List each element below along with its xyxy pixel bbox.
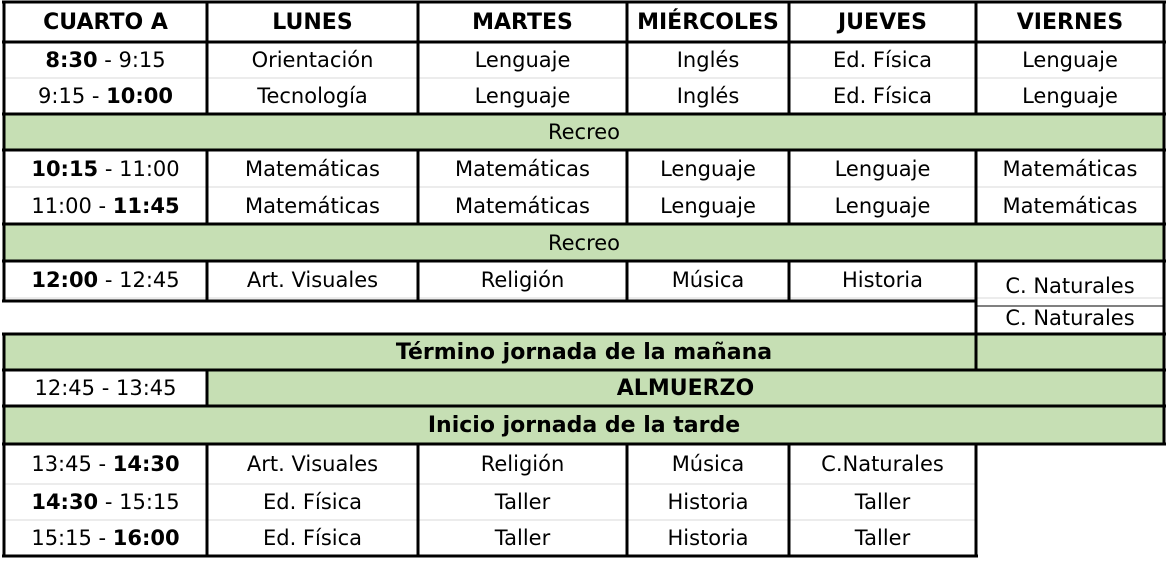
- time-start: 9:15: [38, 84, 86, 108]
- subject-cell: C. Naturales: [1005, 306, 1135, 330]
- subject-cell: Taller: [494, 490, 551, 514]
- subject-cell: Tecnología: [257, 84, 368, 108]
- subject-cell: Matemáticas: [455, 193, 590, 218]
- time-separator: -: [97, 48, 119, 72]
- subject-cell: Lenguaje: [1022, 48, 1118, 72]
- subject-cell: Ed. Física: [262, 526, 363, 550]
- section-banner: Inicio jornada de la tarde: [4, 406, 1164, 444]
- time-start: 15:15: [31, 526, 92, 550]
- subject-cell: Matemáticas: [1002, 156, 1138, 181]
- subject-cell: Música: [671, 452, 745, 476]
- time-separator: -: [95, 376, 116, 400]
- subject-cell: Matemáticas: [245, 193, 380, 218]
- time-start: 12:00: [31, 267, 99, 292]
- time-end: 14:30: [112, 452, 180, 476]
- section-banner: Término jornada de la mañana: [4, 334, 1164, 370]
- subject-cell: Taller: [494, 526, 551, 550]
- subject-cell: Art. Visuales: [246, 267, 379, 292]
- header-day: VIERNES: [1016, 9, 1124, 35]
- time-separator: -: [85, 84, 107, 108]
- header-day: MIÉRCOLES: [637, 9, 779, 35]
- time-separator: -: [91, 452, 113, 476]
- time-start: 10:15: [31, 156, 99, 181]
- subject-cell: Taller: [854, 526, 911, 550]
- subject-cell: Música: [671, 267, 745, 292]
- header-day: MARTES: [472, 9, 573, 35]
- time-end: 10:00: [106, 84, 173, 108]
- time-start: 14:30: [31, 490, 99, 514]
- recreo-row: Recreo: [4, 114, 1164, 150]
- time-start: 11:00: [31, 193, 92, 218]
- time-end: 9:15: [118, 48, 166, 72]
- time-end: 15:15: [119, 490, 180, 514]
- time-end: 11:00: [119, 156, 180, 181]
- time-start: 13:45: [31, 452, 92, 476]
- subject-cell: C.Naturales: [821, 452, 944, 476]
- time-end: 12:45: [119, 267, 180, 292]
- subject-cell: Historia: [667, 490, 749, 514]
- subject-cell: Taller: [854, 490, 911, 514]
- subject-cell: Lenguaje: [474, 84, 571, 108]
- time-separator: -: [91, 526, 113, 550]
- subject-cell: Orientación: [251, 48, 374, 72]
- header-day: LUNES: [272, 9, 353, 35]
- subject-cell: Lenguaje: [834, 193, 931, 218]
- subject-cell: Lenguaje: [660, 193, 756, 218]
- time-start: 8:30: [45, 48, 98, 72]
- header-day: JUEVES: [838, 9, 927, 35]
- subject-cell: Lenguaje: [660, 156, 756, 181]
- time-end: 16:00: [112, 526, 180, 550]
- subject-cell: Historia: [842, 267, 923, 292]
- subject-cell: Art. Visuales: [246, 452, 379, 476]
- subject-cell: Ed. Física: [832, 48, 933, 72]
- time-end: 13:45: [115, 376, 177, 400]
- lunch-banner: ALMUERZO: [207, 370, 1164, 406]
- subject-cell: Lenguaje: [474, 48, 571, 72]
- recreo-row: Recreo: [4, 224, 1164, 261]
- subject-cell: Matemáticas: [245, 156, 380, 181]
- subject-cell: Matemáticas: [455, 156, 590, 181]
- header-class-name: CUARTO A: [43, 9, 168, 35]
- subject-cell: C. Naturales: [1005, 273, 1135, 298]
- time-separator: -: [98, 490, 120, 514]
- subject-cell: Inglés: [676, 48, 740, 72]
- subject-cell: Ed. Física: [832, 84, 933, 108]
- subject-cell: Lenguaje: [1022, 84, 1118, 108]
- subject-cell: Historia: [667, 526, 749, 550]
- subject-cell: Matemáticas: [1002, 193, 1138, 218]
- subject-cell: Inglés: [676, 84, 740, 108]
- subject-cell: Religión: [480, 267, 565, 292]
- time-separator: -: [91, 193, 113, 218]
- subject-cell: Lenguaje: [834, 156, 931, 181]
- time-start: 12:45: [34, 376, 96, 400]
- time-separator: -: [98, 267, 120, 292]
- time-end: 11:45: [112, 193, 180, 218]
- subject-cell: Religión: [480, 452, 565, 476]
- subject-cell: Ed. Física: [262, 490, 363, 514]
- time-separator: -: [98, 156, 120, 181]
